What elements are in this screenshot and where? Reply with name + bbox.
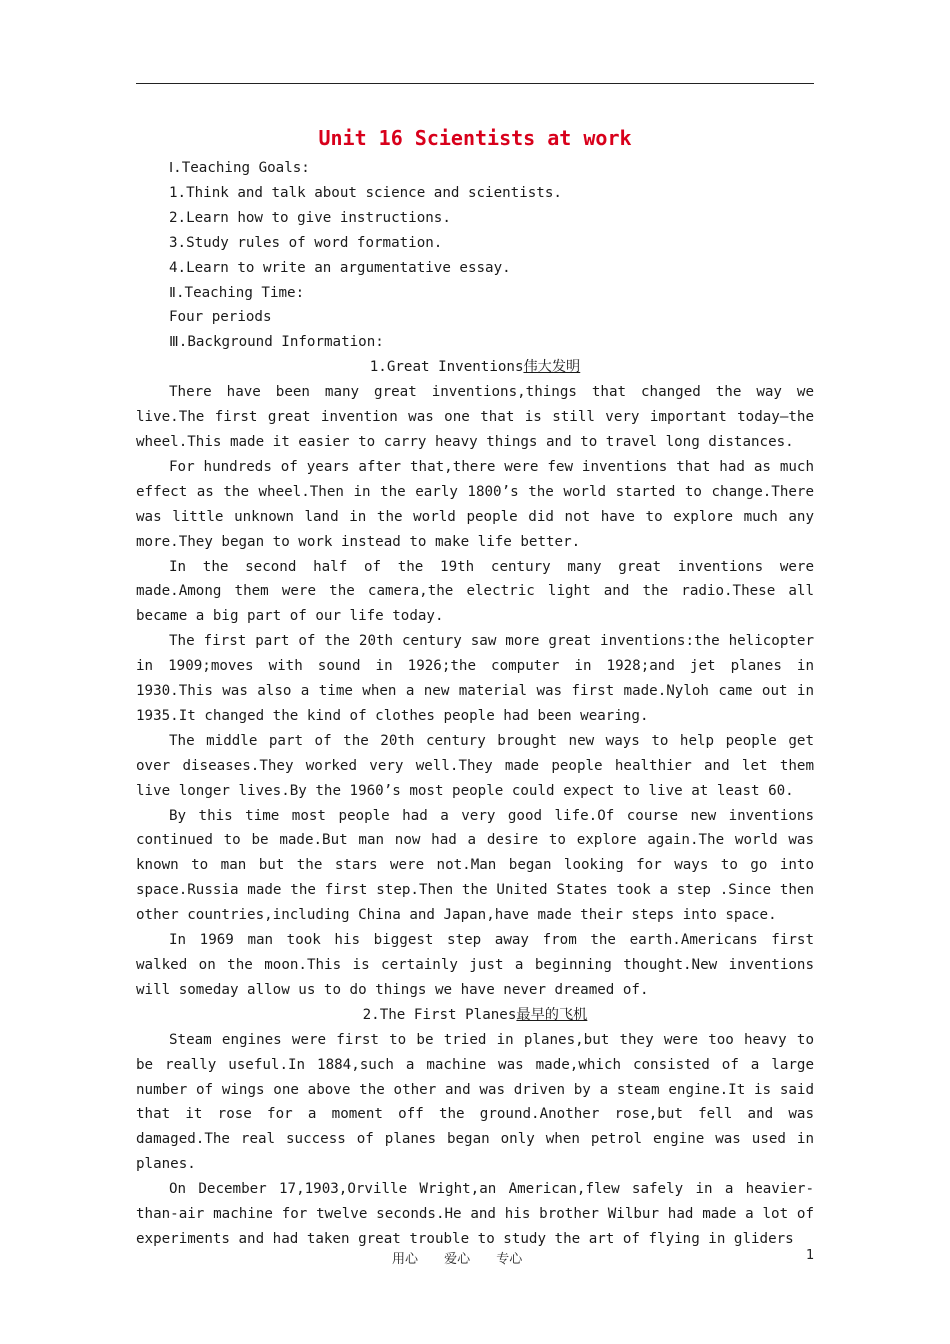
section-heading-cn: 最早的飞机	[516, 1006, 588, 1023]
paragraph: In 1969 man took his biggest step away from the earth.Americans first walked on the moon.This is certainly just a beginning thought.New inventions will someday allow us to do things we have never dreamed of.	[136, 932, 814, 998]
section-heading	[136, 355, 814, 380]
outline-line: Ⅰ.Teaching Goals:	[169, 160, 310, 176]
document-body	[136, 120, 814, 1252]
section-heading-cn: 伟大发明	[523, 359, 581, 376]
paragraph: In the second half of the 19th century many great inventions were made.Among them were the camera,the electric light and the radio.These all became a big part of our life today.	[136, 558, 814, 625]
outline-line: Ⅱ.Teaching Time:	[169, 284, 305, 301]
outline-line: 1.Think and talk about science and scientists.	[169, 184, 562, 201]
section-heading-en: 1.Great Inventions	[369, 359, 524, 376]
paragraph: The first part of the 20th century saw more great inventions:the helicopter in 1909;moves with sound in 1926;the computer in 1928;and jet planes in 1930.This was also a time when a new material was first made.Nyloh came out in 1935.It changed the kind of clothes people had been wearing.	[136, 633, 814, 724]
paragraph: For hundreds of years after that,there were few inventions that had as much effect as the wheel.Then in the early 1800’s the world started to change.There was little unknown land in the world people did not have to explore much any more.They began to work instead to make life better.	[136, 458, 814, 550]
section-heading	[136, 1003, 814, 1028]
outline-line: Four periods	[169, 309, 272, 326]
paragraph: The middle part of the 20th century brought new ways to help people get over diseases.They worked very well.They made people healthier and let them live longer lives.By the 1960’s most people could expect to live at least 60.	[136, 732, 814, 799]
footer-slogan: 用心 爱心 专心	[392, 1252, 523, 1267]
page-number: 1	[806, 1248, 815, 1263]
header-rule	[136, 83, 814, 84]
outline-line: Ⅲ.Background Information:	[169, 334, 384, 351]
outline-line: 3.Study rules of word formation.	[169, 234, 443, 251]
page-title: Unit 16 Scientists at work	[318, 126, 632, 150]
paragraph: There have been many great inventions,things that changed the way we live.The first great invention was one that is still very important today—the wheel.This made it easier to carry heavy things and to travel long distances.	[136, 384, 814, 450]
paragraph: By this time most people had a very good life.Of course new inventions continued to be made.But man now had a desire to explore again.The world was known to man but the stars were not.Man began looking for ways to go into space.Russia made the first step.Then the United States took a step .Since then other countries,including China and Japan,have made their steps into space.	[136, 807, 814, 924]
section-heading-en: 2.The First Planes	[362, 1006, 517, 1023]
outline-line: 4.Learn to write an argumentative essay.	[169, 259, 511, 276]
paragraph: On December 17,1903,Orville Wright,an American,flew safely in a heavier-than-air machine for twelve seconds.He and his brother Wilbur had made a lot of experiments and had taken great trouble to study the art of flying in gliders	[136, 1181, 814, 1247]
outline-line: 2.Learn how to give instructions.	[169, 209, 451, 226]
paragraph: Steam engines were first to be tried in planes,but they were too heavy to be really useful.In 1884,such a machine was made,which consisted of a large number of wings one above the other and was driven by a steam engine.It is said that it rose for a moment off the ground.Another rose,but fell and was damaged.The real success of planes began only when petrol engine was used in planes.	[136, 1031, 814, 1173]
